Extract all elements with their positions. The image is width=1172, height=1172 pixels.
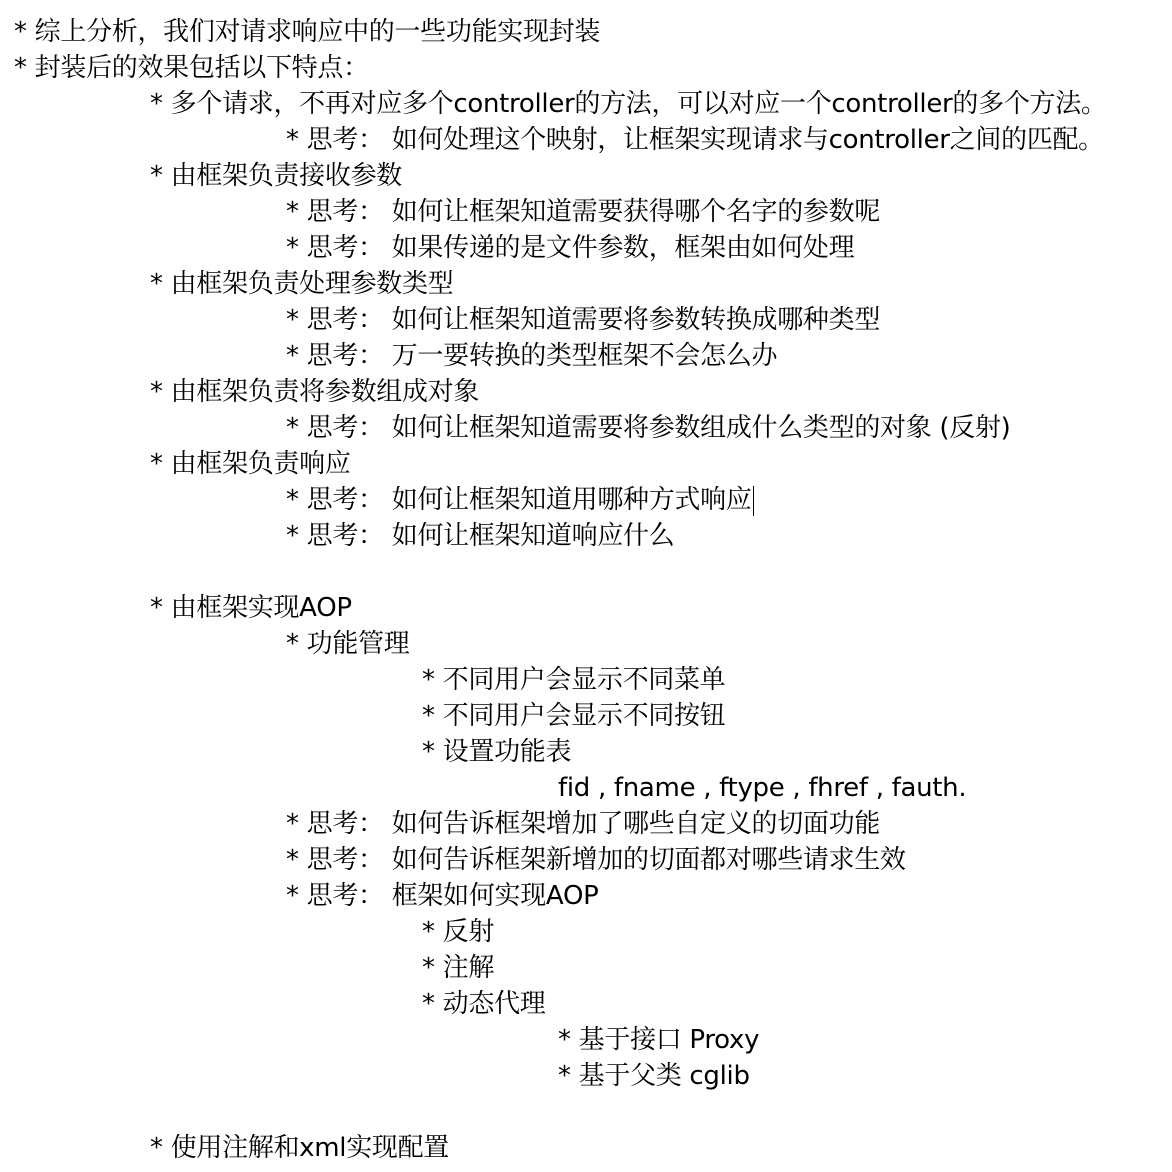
outline-line: * 由框架负责响应 (150, 449, 351, 479)
outline-line: * 由框架负责将参数组成对象 (150, 377, 480, 407)
outline-line: * 基于接口 Proxy (558, 1025, 760, 1055)
outline-line: * 基于父类 cglib (558, 1061, 750, 1091)
outline-line-with-caret[interactable] (0, 482, 1172, 518)
outline-line: * 功能管理 (286, 629, 410, 659)
blank-line (0, 554, 1172, 590)
outline-line: * 由框架实现AOP (150, 593, 352, 623)
blank-line (0, 1094, 1172, 1130)
outline-line: * 思考： 如何告诉框架新增加的切面都对哪些请求生效 (286, 845, 906, 875)
document-body (0, 14, 1172, 1166)
outline-line: * 综上分析，我们对请求响应中的一些功能实现封装 (14, 17, 601, 47)
outline-line: * 动态代理 (422, 989, 546, 1019)
outline-line: fid , fname , ftype , fhref , fauth. (558, 773, 967, 803)
outline-line: * 思考： 万一要转换的类型框架不会怎么办 (286, 341, 778, 371)
outline-line: * 不同用户会显示不同按钮 (422, 701, 726, 731)
outline-line: * 多个请求，不再对应多个controller的方法，可以对应一个controller的多个方法。 (150, 89, 1107, 119)
outline-line: * 不同用户会显示不同菜单 (422, 665, 726, 695)
outline-line: * 思考： 如何让框架知道需要将参数组成什么类型的对象 (反射) (286, 413, 1011, 443)
outline-line: * 由框架负责接收参数 (150, 161, 402, 191)
outline-line: * 思考： 如何处理这个映射，让框架实现请求与controller之间的匹配。 (286, 125, 1104, 155)
outline-line: * 思考： 如何告诉框架增加了哪些自定义的切面功能 (286, 809, 881, 839)
outline-line: * 思考： 框架如何实现AOP (286, 881, 599, 911)
outline-line: * 思考： 如何让框架知道需要将参数转换成哪种类型 (286, 305, 881, 335)
outline-line: * 思考： 如何让框架知道响应什么 (286, 521, 675, 551)
outline-line: * 注解 (422, 953, 495, 983)
outline-line: * 封装后的效果包括以下特点： (14, 53, 369, 83)
outline-line: * 设置功能表 (422, 737, 572, 767)
outline-line: * 反射 (422, 917, 495, 947)
outline-line-text: * 思考： 如何让框架知道用哪种方式响应 (286, 485, 752, 515)
outline-line: * 思考： 如果传递的是文件参数，框架由如何处理 (286, 233, 855, 263)
outline-line: * 由框架负责处理参数类型 (150, 269, 454, 299)
outline-line: * 使用注解和xml实现配置 (150, 1133, 450, 1163)
text-caret (753, 486, 754, 516)
outline-line: * 思考： 如何让框架知道需要获得哪个名字的参数呢 (286, 197, 881, 227)
